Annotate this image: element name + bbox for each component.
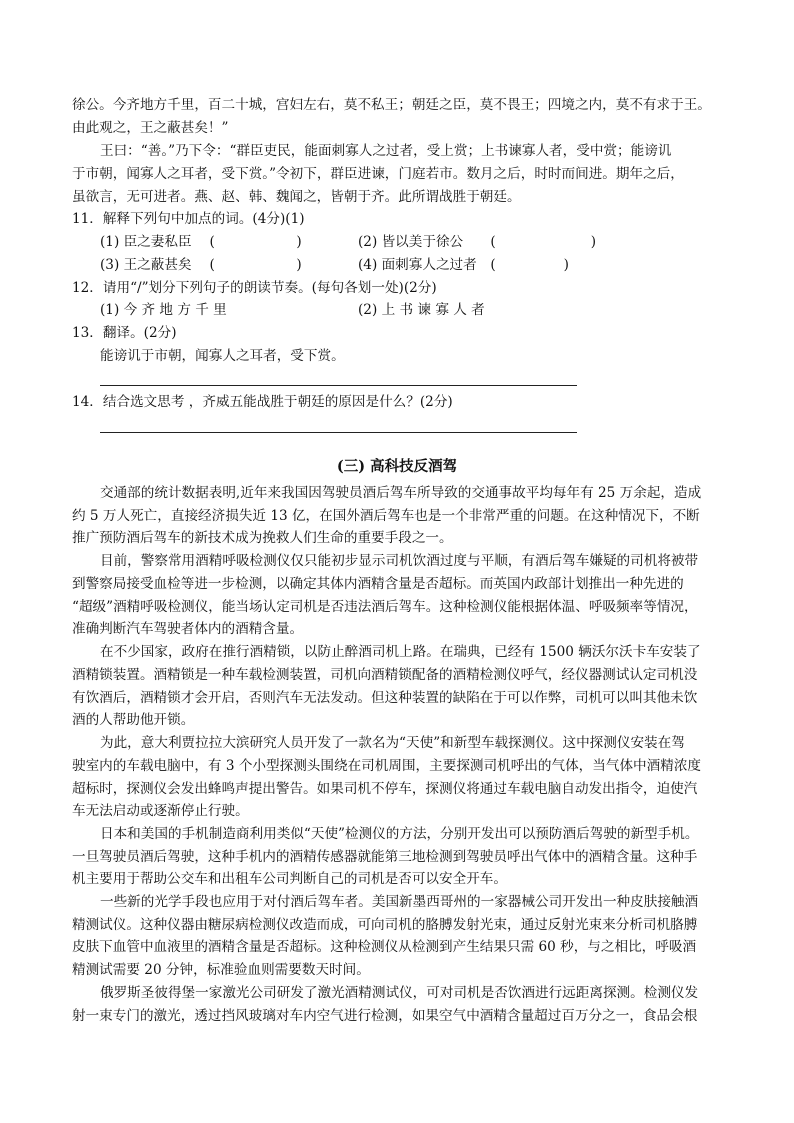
passage-three-line: 有饮酒后，酒精锁才会开启，否则汽车无法发动。但这种装置的缺陷在于可以作弊，司机可以叫其他未饮 bbox=[72, 690, 698, 706]
passage-three-line: “超级”酒精呼吸检测仪，能当场认定司机是否违法酒后驾车。这种检测仪能根据体温、呼吸频率等情况， bbox=[72, 599, 698, 615]
passage-two-line: 虽欲言，无可进者。燕、赵、韩、魏闻之，皆朝于齐。此所谓战胜于朝廷。 bbox=[72, 189, 521, 205]
passage-three-title: (三) 高科技反酒驾 bbox=[336, 458, 458, 475]
passage-three-line: 准确判断汽车驾驶者体内的酒精含量。 bbox=[72, 621, 304, 637]
passage-three-line: 俄罗斯圣彼得堡一家激光公司研发了激光酒精测试仪，可对司机是否饮酒进行远距离探测。检测仪发 bbox=[100, 985, 699, 1001]
question-12-stem: 12．请用“/”划分下列句子的朗读节奏。(每句各划一处)(2分) bbox=[72, 280, 437, 296]
passage-three-line: 酒的人帮助他开锁。 bbox=[72, 712, 195, 728]
answer-line[interactable] bbox=[100, 432, 577, 433]
passage-three-line: 精测试仪。这种仪器由糖尿病检测仪改造而成，可向司机的胳膊发射光束，通过反射光束来分析司机胳膊 bbox=[72, 917, 698, 933]
passage-three-line: 交通部的统计数据表明,近年来我国因驾驶员酒后驾车所导致的交通事故平均每年有 25 万余起，造成 bbox=[100, 485, 702, 501]
passage-three-line: 一些新的光学手段也应用于对付酒后驾车者。美国新墨西哥州的一家器械公司开发出一种皮肤接触酒 bbox=[100, 894, 699, 910]
passage-three-line: 机主要用于帮助公交车和出租车公司判断自己的司机是否可以安全开车。 bbox=[72, 871, 507, 887]
question-14-stem: 14．结合选文思考 ，齐威五能战胜于朝廷的原因是什么？(2分) bbox=[72, 394, 453, 410]
question-13-sentence: 能谤讥于市朝，闻寡人之耳者，受下赏。 bbox=[100, 348, 345, 364]
question-11-item-3: (3) 王之蔽甚矣 ( ) bbox=[100, 257, 302, 273]
passage-three-line: 超标时，探测仪会发出蜂鸣声提出警告。如果司机不停车，探测仪将通过车载电脑自动发出指令，迫使汽 bbox=[72, 781, 698, 797]
question-12-item-1: (1) 今 齐 地 方 千 里 bbox=[100, 302, 227, 318]
question-11-item-4: (4) 面刺寡人之过者 ( ) bbox=[358, 257, 569, 273]
passage-two-line: 由此观之，王之蔽甚矣！” bbox=[72, 120, 229, 136]
question-11-stem: 11．解释下列句中加点的词。(4分)(1) bbox=[72, 211, 305, 227]
passage-two-line: 于市朝，闻寡人之耳者，受下赏。”令初下，群臣进谏，门庭若市。数月之后，时时而间进。期年之后， bbox=[72, 166, 684, 182]
passage-three-line: 在不少国家，政府在推行酒精锁，以防止醉酒司机上路。在瑞典，已经有 1500 辆沃尔沃卡车安装了 bbox=[100, 644, 701, 660]
passage-two-line: 徐公。今齐地方千里，百二十城，宫妇左右，莫不私王；朝廷之臣，莫不畏王；四境之内，莫不有求于王。 bbox=[72, 97, 711, 113]
passage-three-line: 一旦驾驶员酒后驾驶，这种手机内的酒精传感器就能第三地检测到驾驶员呼出气体中的酒精含量。这种手 bbox=[72, 849, 698, 865]
question-13-stem: 13．翻译。(2分) bbox=[72, 325, 177, 341]
passage-three-line: 到警察局接受血检等进一步检测，以确定其体内酒精含量是否超标。而英国内政部计划推出一种先进的 bbox=[72, 576, 684, 592]
passage-three-line: 车无法启动或逐渐停止行驶。 bbox=[72, 803, 249, 819]
question-11-item-2: (2) 皆以美于徐公 ( ) bbox=[358, 234, 597, 250]
passage-three-line: 酒精锁装置。酒精锁是一种车载检测装置，司机向酒精锁配备的酒精检测仪呼气，经仪器测试认定司机没 bbox=[72, 667, 698, 683]
passage-three-line: 精测试需要 20 分钟，标准验血则需要数天时间。 bbox=[72, 962, 370, 978]
question-11-item-1: (1) 臣之妻私臣 ( ) bbox=[100, 234, 302, 250]
passage-three-line: 射一束专门的激光，透过挡风玻璃对车内空气进行检测，如果空气中酒精含量超过百万分之一，食品会根 bbox=[72, 1008, 698, 1024]
passage-three-line: 目前，警察常用酒精呼吸检测仪仅只能初步显示司机饮酒过度与平顺，有酒后驾车嫌疑的司机将被带 bbox=[100, 553, 699, 569]
answer-line[interactable] bbox=[100, 385, 577, 386]
passage-three-line: 皮肤下血管中血液里的酒精含量是否超标。这种检测仪从检测到产生结果只需 60 秒，与之相比，呼吸酒 bbox=[72, 939, 697, 955]
passage-three-line: 驶室内的车载电脑中，有 3 个小型探测头围绕在司机周围，主要探测司机呼出的气体，当气体中酒精浓度 bbox=[72, 758, 702, 774]
question-12-item-2: (2) 上 书 谏 寡 人 者 bbox=[358, 302, 485, 318]
passage-three-line: 为此，意大利贾拉拉大滨研究人员开发了一款名为“天使”和新型车载探测仪。这中探测仪安装在驾 bbox=[100, 735, 685, 751]
passage-three-line: 日本和美国的手机制造商利用类似“天使”检测仪的方法，分别开发出可以预防酒后驾驶的新型手机。 bbox=[100, 826, 699, 842]
passage-two-line: 王曰：“善。”乃下令：“群臣吏民，能面刺寡人之过者，受上赏；上书谏寡人者，受中赏；能谤讥 bbox=[100, 143, 672, 159]
passage-three-line: 推广预防酒后驾车的新技术成为挽救人们生命的重要手段之一。 bbox=[72, 530, 453, 546]
passage-three-line: 约 5 万人死亡，直接经济损失近 13 亿，在国外酒后驾车也是一个非常严重的问题。在这种情况下，不断 bbox=[72, 508, 700, 524]
